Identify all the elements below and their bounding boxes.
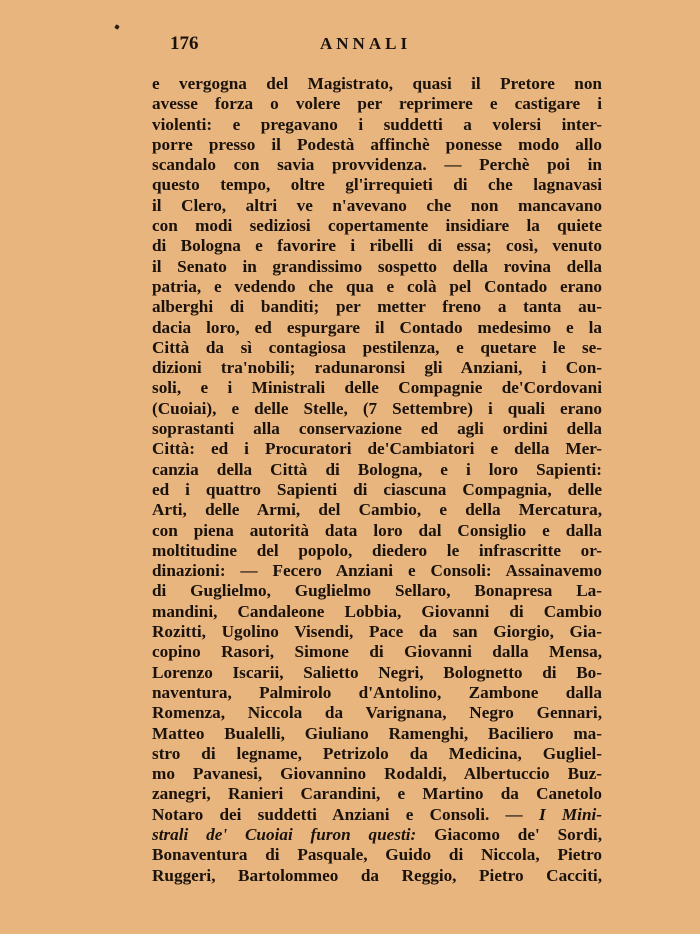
page-header bbox=[170, 33, 420, 61]
text-line: copino Rasori, Simone di Giovanni dalla Mensa, bbox=[152, 642, 602, 662]
text-line: di Guglielmo, Guglielmo Sellaro, Bonapresa La- bbox=[152, 581, 602, 601]
text-line: canzia della Città di Bologna, e i loro Sapienti: bbox=[152, 459, 602, 479]
text-line: moltitudine del popolo, diedero le infrascritte or- bbox=[152, 540, 602, 560]
text-line: dizioni tra'nobili; radunaronsi gli Anziani, i Con- bbox=[152, 358, 602, 378]
running-title: ANNALI bbox=[320, 34, 412, 53]
text-line: Lorenzo Iscarii, Salietto Negri, Bolognetto di Bo- bbox=[152, 662, 602, 682]
text-line-mixed bbox=[152, 825, 602, 845]
text-line: Città da sì contagiosa pestilenza, e quetare le se- bbox=[152, 337, 602, 357]
text-line: questo tempo, oltre gl'irrequieti di che lagnavasi bbox=[152, 175, 602, 195]
text-segment: Giacomo de' Sordi, bbox=[434, 824, 603, 844]
text-line: ed i quattro Sapienti di ciascuna Compagnia, delle bbox=[152, 479, 602, 499]
text-line: patria, e vedendo che qua e colà pel Contado erano bbox=[152, 276, 602, 296]
text-line: mandini, Candaleone Lobbia, Giovanni di Cambio bbox=[152, 601, 602, 621]
text-line: naventura, Palmirolo d'Antolino, Zambone dalla bbox=[152, 682, 602, 702]
text-line-mixed bbox=[152, 805, 602, 825]
body-text bbox=[152, 74, 602, 886]
text-line: il Clero, altri ve n'avevano che non mancavano bbox=[152, 195, 602, 215]
italic-heading: strali de' Cuoiai furon questi: bbox=[152, 824, 417, 844]
text-line: il Senato in grandissimo sospetto della rovina della bbox=[152, 256, 602, 276]
page-number: 176 bbox=[170, 33, 199, 54]
text-line: con modi sediziosi copertamente insidiare la quiete bbox=[152, 216, 602, 236]
text-line: dacia loro, ed espurgare il Contado medesimo e la bbox=[152, 317, 602, 337]
text-line: Bonaventura di Pasquale, Guido di Niccola, Pietro bbox=[152, 845, 602, 865]
text-line: alberghi di banditi; per metter freno a tanta au- bbox=[152, 297, 602, 317]
text-line: soli, e i Ministrali delle Compagnie de'Cordovani bbox=[152, 378, 602, 398]
text-line: zanegri, Ranieri Carandini, e Martino da Canetolo bbox=[152, 784, 602, 804]
text-line: Romenza, Niccola da Varignana, Negro Gennari, bbox=[152, 703, 602, 723]
ink-speck bbox=[114, 24, 120, 30]
text-line: di Bologna e favorire i ribelli di essa; così, venuto bbox=[152, 236, 602, 256]
text-line: scandalo con savia provvidenza. — Perchè poi in bbox=[152, 155, 602, 175]
text-segment: Notaro dei suddetti Anziani e Consoli. — bbox=[152, 804, 523, 824]
text-line: soprastanti alla conservazione ed agli ordini della bbox=[152, 419, 602, 439]
italic-heading: I Mini- bbox=[538, 804, 603, 824]
text-line: Rozitti, Ugolino Visendi, Pace da san Giorgio, Gia- bbox=[152, 622, 602, 642]
text-line: violenti: e pregavano i suddetti a volersi inter- bbox=[152, 114, 602, 134]
text-line: dinazioni: — Fecero Anziani e Consoli: Assainavemo bbox=[152, 561, 602, 581]
text-line: (Cuoiai), e delle Stelle, (7 Settembre) i quali erano bbox=[152, 398, 602, 418]
text-line: con piena autorità data loro dal Consiglio e dalla bbox=[152, 520, 602, 540]
text-line: e vergogna del Magistrato, quasi il Pretore non bbox=[152, 74, 602, 93]
text-line: stro di legname, Petrizolo da Medicina, Gugliel- bbox=[152, 743, 602, 763]
text-line: porre presso il Podestà affinchè ponesse modo allo bbox=[152, 134, 602, 154]
text-line: avesse forza o volere per reprimere e castigare i bbox=[152, 94, 602, 114]
text-line: Matteo Bualelli, Giuliano Ramenghi, Baciliero ma- bbox=[152, 723, 602, 743]
text-line: Arti, delle Armi, del Cambio, e della Mercatura, bbox=[152, 500, 602, 520]
text-line: Ruggeri, Bartolommeo da Reggio, Pietro Cacciti, bbox=[152, 865, 602, 885]
text-line: Città: ed i Procuratori de'Cambiatori e della Mer- bbox=[152, 439, 602, 459]
text-line: mo Pavanesi, Giovannino Rodaldi, Albertuccio Buz- bbox=[152, 764, 602, 784]
